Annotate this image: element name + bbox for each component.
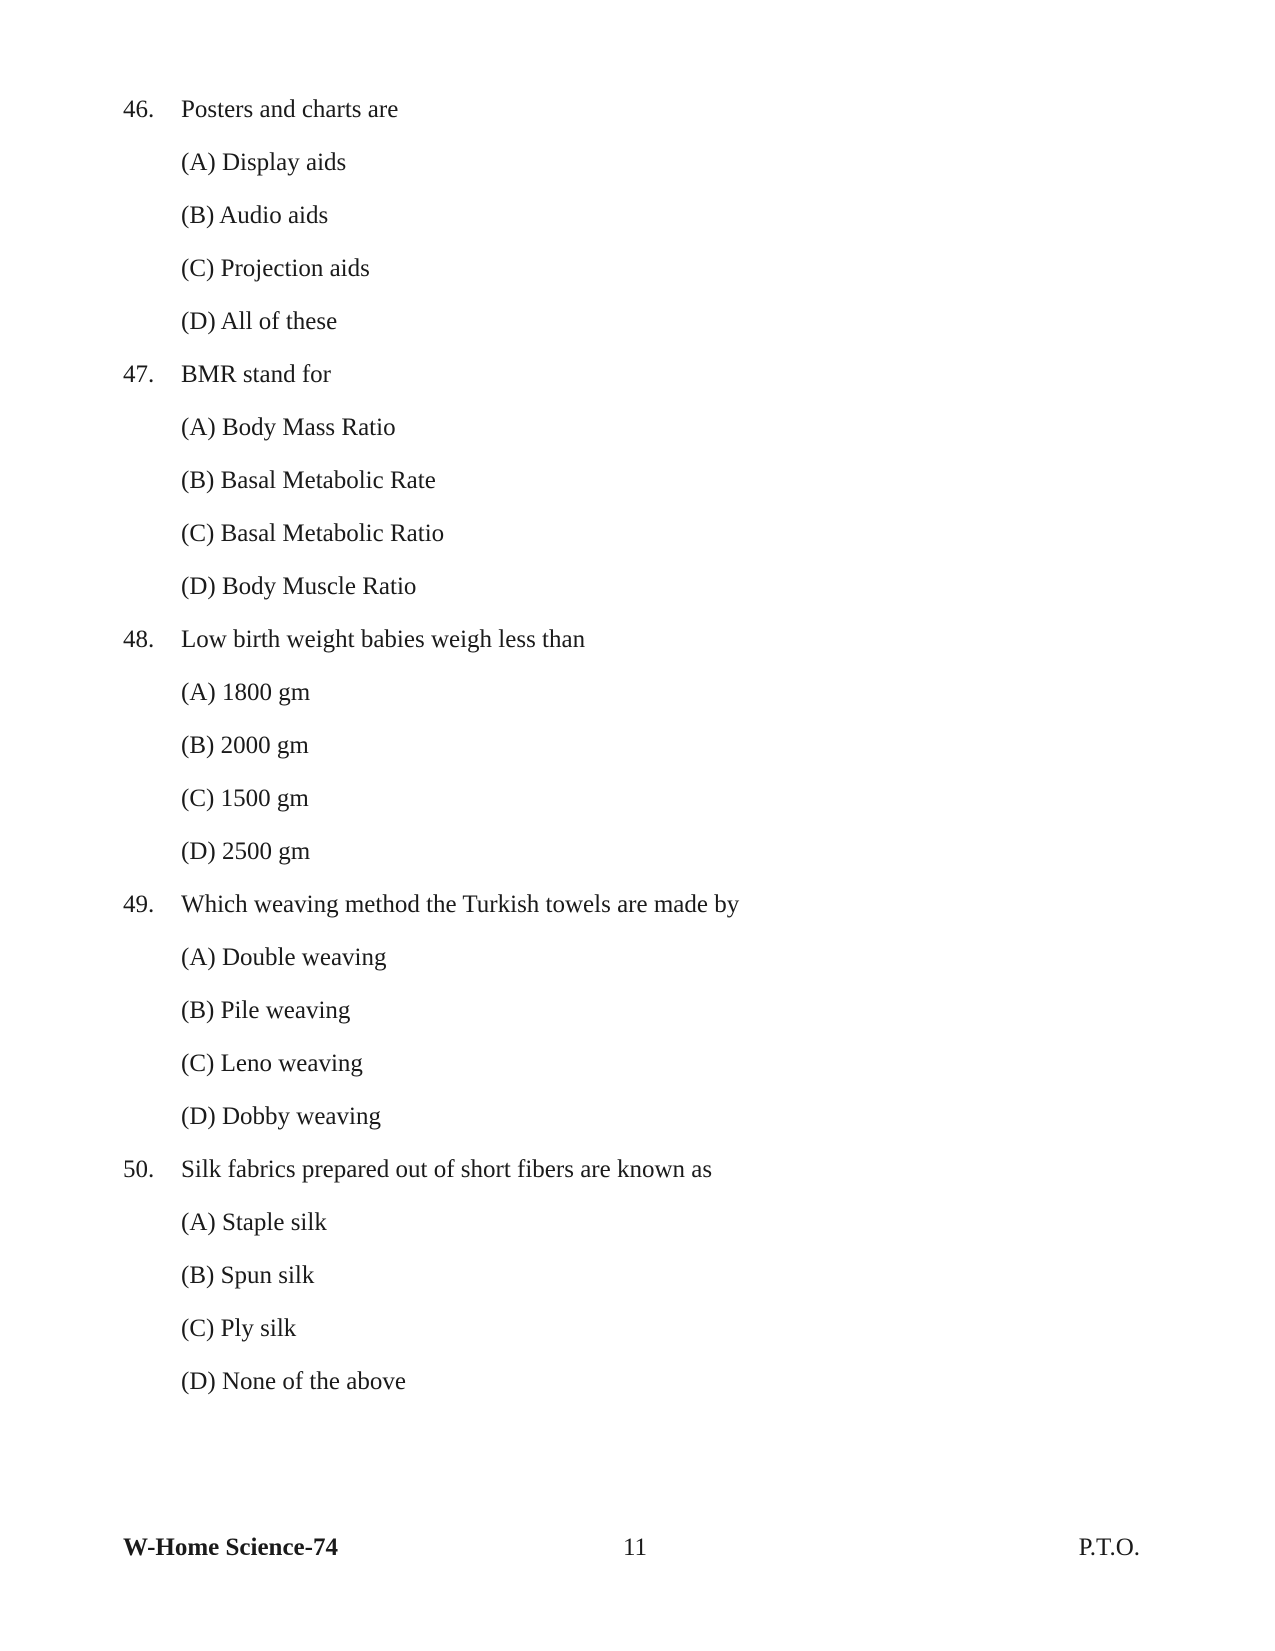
paper-code: W-Home Science-74 xyxy=(123,1534,338,1561)
question-number: 47. xyxy=(123,361,155,388)
option-text: (D) Body Muscle Ratio xyxy=(181,573,417,600)
option-text: (B) 2000 gm xyxy=(181,732,309,759)
question-number: 48. xyxy=(123,626,155,653)
pto-label: P.T.O. xyxy=(1078,1534,1140,1561)
option-text: (A) Body Mass Ratio xyxy=(181,414,396,441)
option-text: (B) Audio aids xyxy=(181,202,329,229)
question-number: 49. xyxy=(123,891,155,918)
question-text: Silk fabrics prepared out of short fibers are known as xyxy=(181,1156,713,1183)
option-text: (B) Spun silk xyxy=(181,1262,315,1289)
option-text: (D) 2500 gm xyxy=(181,838,311,865)
option-text: (C) Projection aids xyxy=(181,255,370,282)
question-text: Posters and charts are xyxy=(181,96,399,123)
option-text: (D) None of the above xyxy=(181,1368,406,1395)
option-text: (A) Staple silk xyxy=(181,1209,327,1236)
option-text: (D) Dobby weaving xyxy=(181,1103,381,1130)
page-number: 11 xyxy=(622,1534,648,1561)
option-text: (C) Ply silk xyxy=(181,1315,297,1342)
question-number: 46. xyxy=(123,96,155,123)
option-text: (C) 1500 gm xyxy=(181,785,309,812)
question-text: BMR stand for xyxy=(181,361,331,388)
option-text: (D) All of these xyxy=(181,308,338,335)
option-text: (B) Basal Metabolic Rate xyxy=(181,467,436,494)
option-text: (A) Double weaving xyxy=(181,944,387,971)
question-number: 50. xyxy=(123,1156,155,1183)
option-text: (C) Leno weaving xyxy=(181,1050,363,1077)
option-text: (B) Pile weaving xyxy=(181,997,351,1024)
option-text: (A) Display aids xyxy=(181,149,347,176)
option-text: (A) 1800 gm xyxy=(181,679,311,706)
question-text: Low birth weight babies weigh less than xyxy=(181,626,586,653)
question-text: Which weaving method the Turkish towels are made by xyxy=(181,891,740,918)
option-text: (C) Basal Metabolic Ratio xyxy=(181,520,445,547)
